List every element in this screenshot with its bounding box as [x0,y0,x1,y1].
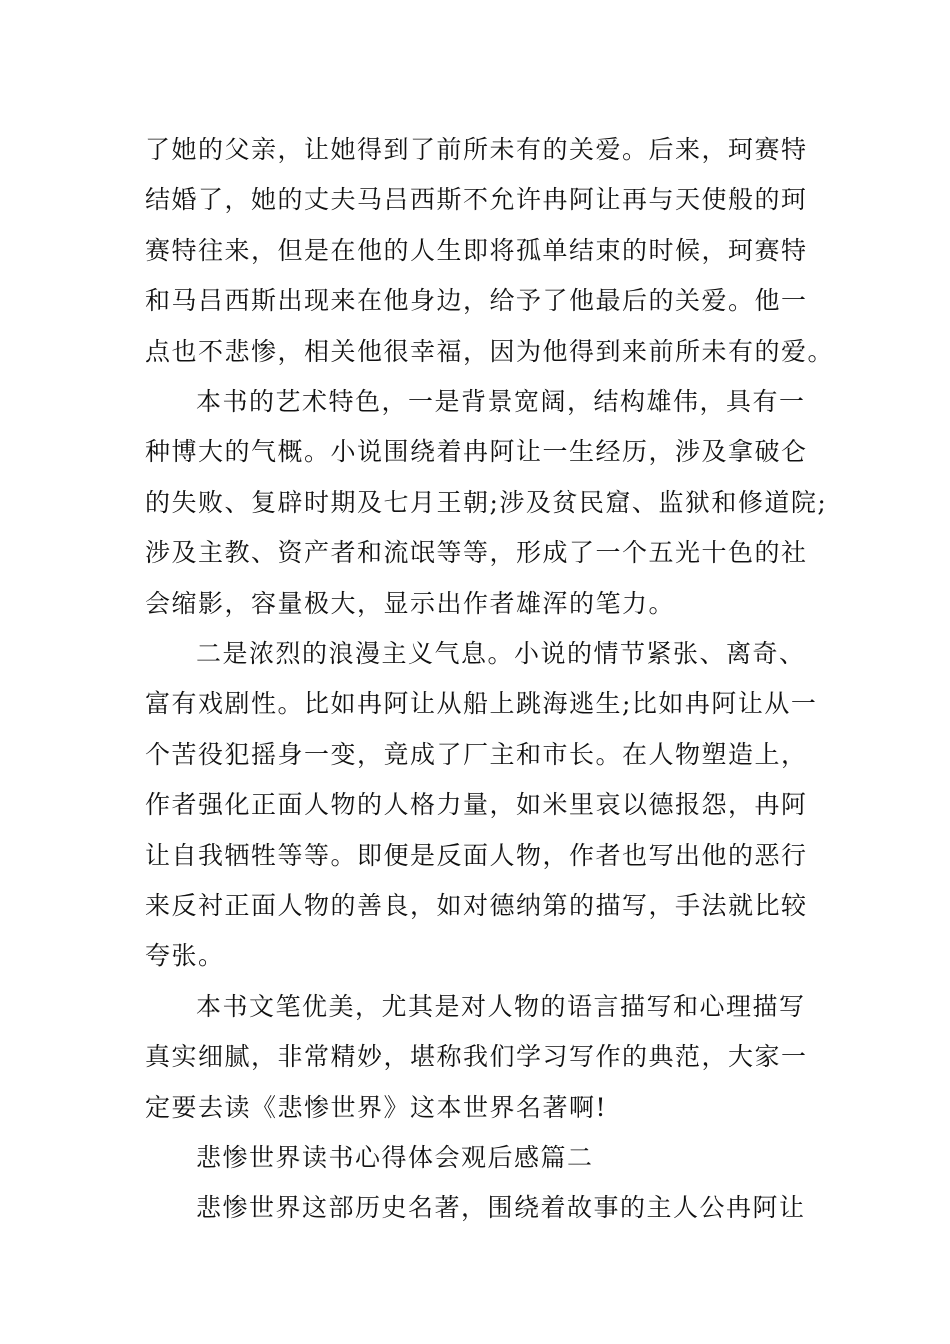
body-text-line: 点也不悲惨，相关他很幸福，因为他得到来前所未有的爱。 [145,337,835,366]
paragraph-start-line: 二是浓烈的浪漫主义气息。小说的情节紧张、离奇、 [196,639,806,668]
body-text-line: 的失败、复辟时期及七月王朝;涉及贫民窟、监狱和修道院; [145,488,828,517]
body-text-line: 和马吕西斯出现来在他身边，给予了他最后的关爱。他一 [145,286,808,315]
body-text-line: 作者强化正面人物的人格力量，如米里哀以德报怨，冉阿 [145,790,808,819]
body-text-line: 定要去读《悲惨世界》这本世界名著啊! [145,1093,608,1122]
paragraph-start-line: 悲惨世界这部历史名著，围绕着故事的主人公冉阿让 [196,1193,806,1222]
body-text-line: 夸张。 [145,941,225,970]
body-text-line: 真实细腻，非常精妙，堪称我们学习写作的典范，大家一 [145,1042,808,1071]
section-heading: 悲惨世界读书心得体会观后感篇二 [196,1143,594,1172]
body-text-line: 来反衬正面人物的善良，如对德纳第的描写，手法就比较 [145,891,808,920]
body-text-line: 富有戏剧性。比如冉阿让从船上跳海逃生;比如冉阿让从一 [145,689,818,718]
body-text-line: 结婚了，她的丈夫马吕西斯不允许冉阿让再与天使般的珂 [145,185,808,214]
body-text-line: 让自我牺牲等等。即便是反面人物，作者也写出他的恶行 [145,841,808,870]
body-text-line: 赛特往来，但是在他的人生即将孤单结束的时候，珂赛特 [145,236,808,265]
paragraph-start-line: 本书的艺术特色，一是背景宽阔，结构雄伟，具有一 [196,387,806,416]
body-text-line: 种博大的气概。小说围绕着冉阿让一生经历，涉及拿破仑 [145,437,808,466]
body-text-line: 个苦役犯摇身一变，竟成了厂主和市长。在人物塑造上， [145,740,808,769]
paragraph-start-line: 本书文笔优美，尤其是对人物的语言描写和心理描写 [196,992,806,1021]
body-text-line: 会缩影，容量极大，显示出作者雄浑的笔力。 [145,589,676,618]
body-text-line: 涉及主教、资产者和流氓等等，形成了一个五光十色的社 [145,538,808,567]
body-text-line: 了她的父亲，让她得到了前所未有的关爱。后来，珂赛特 [145,135,808,164]
